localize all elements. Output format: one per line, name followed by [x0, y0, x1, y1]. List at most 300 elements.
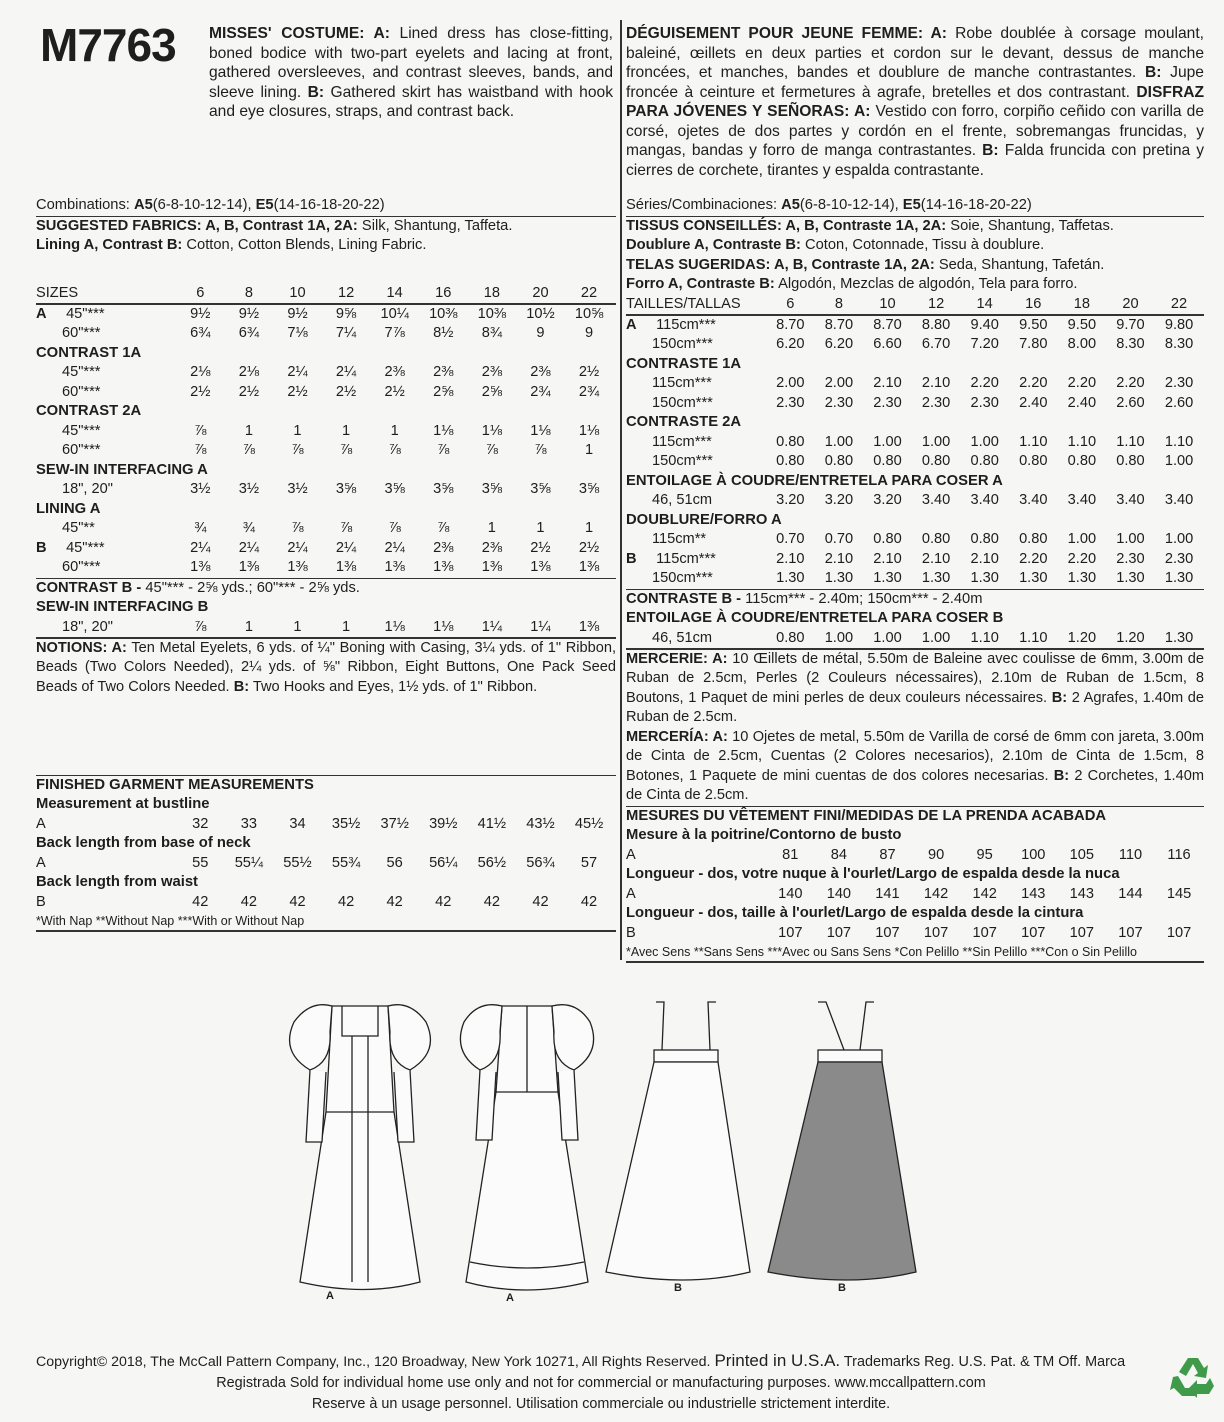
- yardage-value: 1.30: [824, 570, 854, 587]
- lining-text-fr: Coton, Cotonnade, Tissu à doublure.: [805, 237, 1045, 254]
- size-header: 8: [244, 284, 253, 301]
- yardage-value: 8.70: [824, 316, 854, 333]
- yardage-value: ⅞: [339, 520, 353, 537]
- yardage-value: ⅞: [485, 442, 498, 459]
- measurement-value: 55½: [283, 854, 312, 871]
- size-header: 12: [337, 284, 355, 301]
- copyright-line-1: [36, 1350, 1166, 1373]
- row-label: [36, 422, 176, 442]
- description-en: [209, 24, 613, 184]
- fabric-width: 150cm***: [652, 394, 713, 411]
- view-letter: B: [626, 550, 637, 567]
- yardage-value: 9: [536, 325, 545, 342]
- figure-label: B: [674, 1282, 682, 1294]
- measurement-value: 142: [923, 885, 949, 902]
- recycle-icon: [1168, 1352, 1218, 1402]
- skirt-b-back-sketch: [768, 1002, 916, 1280]
- yardage-value: 0.80: [824, 453, 854, 470]
- fabrics-label-fr: TISSUS CONSEILLÉS: A, B, Contraste 1A, 2A:: [626, 217, 947, 234]
- measurement-row: [36, 893, 616, 913]
- yardage-value: 2⅝: [481, 383, 502, 400]
- measurement-value: 143: [1021, 885, 1046, 902]
- yardage-value: 1⅜: [238, 559, 260, 576]
- desc-a-fr: Robe doublée à corsage moulant, baleiné, œillets en deux parties et cordon sur le devant, dessus de manche froncées, et manches, bandes et doublure de manche contrastantes.: [626, 25, 1204, 81]
- yardage-value: ⅞: [437, 520, 450, 537]
- fabrics-text: Silk, Shantung, Taffeta.: [361, 217, 513, 234]
- yardage-value: 0.80: [1067, 453, 1097, 470]
- combinations-label-fr: Séries/Combinaciones:: [626, 197, 778, 213]
- pattern-number: M7763: [40, 19, 176, 71]
- contrast-b-label-fr: CONTRASTE B -: [626, 590, 742, 607]
- interfacing-b-label-fr: ENTOILAGE À COUDRE/ENTRETELA PARA COSER B: [626, 610, 1004, 627]
- interfacing-size: 18", 20": [62, 618, 113, 635]
- row-label: [626, 316, 766, 336]
- desc-title-fr: DÉGUISEMENT POUR JEUNE FEMME: A:: [626, 25, 947, 42]
- yardage-value: ⅞: [388, 442, 401, 459]
- measurement-value: 87: [879, 846, 896, 863]
- yardage-value: 3.40: [1116, 492, 1145, 509]
- mercerie-a: 10 Œillets de métal, 5.50m de Baleine avec coulisse de 6mm, 3.00m de Ruban de 2.5cm, Perles (2 Couleurs nécessaires), 2.10m de Ruban de 1.5cm, 8 Boutons, 1 Paquet de mini perles de deux couleurs nécessaires.: [626, 650, 1204, 706]
- english-column: [36, 0, 616, 932]
- yardage-value: 2⅜: [530, 364, 551, 381]
- measurement-value: 42: [337, 893, 355, 910]
- desc-a: Lined dress has close-fitting, boned bodice with two-part eyelets and lacing at front, gathered oversleeves, and contrast sleeves, bands, and sleeve lining.: [209, 25, 613, 101]
- yardage-value: 2⅜: [433, 539, 454, 556]
- figure-label: B: [838, 1282, 846, 1294]
- measurement-value: 56: [386, 854, 403, 871]
- measurement-row: [36, 815, 616, 835]
- yardage-row: [626, 374, 1204, 394]
- yardage-value: 2¼: [335, 539, 357, 556]
- yardage-value: 2⅛: [190, 364, 211, 381]
- yardage-value: 6¾: [190, 325, 211, 342]
- yardage-value: 2.20: [1067, 375, 1097, 392]
- yardage-value: 0.80: [921, 531, 951, 548]
- yardage-value: 3.40: [1164, 492, 1194, 509]
- measurement-value: 41½: [477, 815, 507, 832]
- lining-text: Cotton, Cotton Blends, Lining Fabric.: [186, 237, 427, 254]
- yardage-value: 3.40: [1019, 492, 1048, 509]
- yardage-value: 1.00: [1067, 531, 1097, 548]
- measurement-value: 141: [875, 885, 900, 902]
- row-label: [626, 452, 766, 472]
- measurement-value: 107: [875, 924, 900, 941]
- yardage-value: 10⅜: [429, 305, 458, 322]
- yardage-value: 1: [342, 618, 351, 635]
- yardage-value: 0.80: [776, 453, 805, 470]
- yardage-value: 1: [244, 422, 253, 439]
- combo-e5: E5: [255, 197, 274, 213]
- yardage-value: 1.10: [1164, 433, 1194, 450]
- measurement-title: Longueur - dos, votre nuque à l'ourlet/Largo de espalda desde la nuca: [626, 866, 1120, 883]
- yardage-value: 3.20: [824, 492, 854, 509]
- measurement-value: 42: [483, 893, 500, 910]
- description-fr-es: [626, 24, 1204, 184]
- view-letter: B: [36, 893, 46, 910]
- yardage-value: 2½: [190, 383, 211, 400]
- measurement-value: 143: [1069, 885, 1095, 902]
- yardage-row: [36, 305, 616, 325]
- yardage-value: 3.20: [873, 492, 902, 509]
- yardage-value: 1⅛: [433, 618, 454, 635]
- measurement-value: 140: [778, 885, 803, 902]
- yardage-value: 8.30: [1164, 336, 1194, 353]
- yardage-value: 3.40: [1067, 492, 1097, 509]
- yardage-value: 7.80: [1019, 336, 1048, 353]
- merceria-es: [626, 728, 1204, 806]
- yardage-value: 1.00: [873, 629, 902, 646]
- combo-e5-sizes: (14-16-18-20-22): [273, 197, 385, 213]
- measurement-row: [626, 885, 1204, 905]
- size-header: 10: [289, 284, 306, 301]
- yardage-value: 7.20: [970, 336, 999, 353]
- notions-label: NOTIONS: A:: [36, 639, 127, 656]
- yardage-value: 2.30: [776, 394, 805, 411]
- fabrics-label-es: TELAS SUGERIDAS: A, B, Contraste 1A, 2A:: [626, 256, 935, 273]
- yardage-value: 1⅜: [384, 559, 405, 576]
- combinations-label: Combinations:: [36, 197, 130, 213]
- fabric-width: 45"***: [66, 539, 105, 556]
- combo-e5-fr: E5: [902, 197, 921, 213]
- contrast-b-text: 45"*** - 2⅝ yds.; 60"*** - 2⅝ yds.: [145, 579, 360, 596]
- yardage-value: 2.30: [970, 394, 999, 411]
- fabric-width: 115cm***: [656, 550, 716, 567]
- yardage-value: 1.00: [1164, 531, 1194, 548]
- yardage-value: 1⅛: [481, 422, 502, 439]
- measurement-value: 42: [532, 893, 549, 910]
- fabrics-text-fr: Soie, Shantung, Taffetas.: [950, 217, 1114, 234]
- yardage-value: 1.00: [873, 433, 902, 450]
- yardage-value: 1¼: [481, 618, 502, 635]
- measurement-title: Back length from base of neck: [36, 835, 251, 852]
- yardage-value: 7⅛: [287, 325, 308, 342]
- section-heading: LINING A: [36, 500, 101, 517]
- yardage-value: 8½: [433, 325, 454, 342]
- measurement-value: 55¼: [234, 854, 264, 871]
- yardage-row: [36, 480, 616, 500]
- dress-a-front-sketch: [290, 1005, 431, 1290]
- measurement-title: Back length from waist: [36, 874, 198, 891]
- yardage-value: ⅞: [194, 422, 207, 439]
- yardage-value: 6.20: [776, 336, 805, 353]
- measurement-value: 116: [1167, 846, 1191, 863]
- measurement-value: 107: [1021, 924, 1046, 941]
- yardage-value: 10⅝: [574, 305, 604, 322]
- yardage-value: 1.00: [970, 433, 999, 450]
- row-label: [36, 480, 176, 500]
- size-header: 8: [834, 295, 843, 312]
- section-heading: CONTRAST 1A: [36, 344, 142, 361]
- row-label: [36, 558, 176, 578]
- measurement-value: 140: [826, 885, 852, 902]
- notions-b: Two Hooks and Eyes, 1½ yds. of 1" Ribbon.: [252, 678, 538, 695]
- row-label: [626, 394, 766, 414]
- measurement-value: 107: [778, 924, 803, 941]
- yardage-value: 3.40: [970, 492, 999, 509]
- fabrics-fr: [626, 217, 1204, 237]
- yardage-value: ⅞: [291, 520, 304, 537]
- row-label: [36, 441, 176, 461]
- yardage-value: 3⅝: [384, 481, 405, 498]
- yardage-value: 2½: [335, 383, 357, 400]
- yardage-value: 2¾: [578, 383, 600, 400]
- measurement-value: 57: [580, 854, 598, 871]
- yardage-value: 1.10: [1116, 433, 1145, 450]
- yardage-value: 9.40: [970, 316, 999, 333]
- yardage-value: 6.20: [824, 336, 854, 353]
- measurement-value: 42: [580, 893, 598, 910]
- interfacing-b-row-fr: [626, 629, 1204, 649]
- yardage-value: 1.20: [1116, 629, 1145, 646]
- fabric-width: 45"***: [62, 364, 101, 381]
- copyright-line-2: Registrada Sold for individual home use only and not for commercial or manufacturing purposes. www.mccallpattern.com: [216, 1375, 986, 1391]
- column-divider: [620, 20, 622, 960]
- yardage-value: 1¼: [530, 618, 551, 635]
- yardage-value: 2¼: [384, 539, 405, 556]
- yardage-row: [36, 558, 616, 578]
- yardage-value: 2.30: [873, 394, 902, 411]
- yardage-value: 8.00: [1067, 336, 1097, 353]
- measurement-value: 42: [435, 893, 452, 910]
- yardage-value: 7¼: [335, 325, 357, 342]
- yardage-value: 2.00: [824, 375, 854, 392]
- yardage-row: [36, 363, 616, 383]
- fabric-width: 60"***: [62, 442, 101, 459]
- yardage-value: ⅞: [437, 442, 450, 459]
- yardage-value: 1⅜: [481, 559, 502, 576]
- yardage-value: 3.20: [776, 492, 805, 509]
- fabric-width: 45"***: [66, 305, 105, 322]
- measurement-value: 32: [192, 815, 209, 832]
- size-header: 22: [580, 284, 598, 301]
- size-header: 20: [532, 284, 549, 301]
- yardage-value: 2½: [384, 383, 405, 400]
- yardage-value: 1: [342, 422, 351, 439]
- merceria-a: 10 Ojetes de metal, 5.50m de Varilla de corsé de 6mm con jareta, 3.00m de Cinta de 2.5cm, Cuentas (2 Colores necesarios), 2.10m de Cinta de 1.5cm, 8 Botones, 1 Paquete de mini cuentas de dos colores necesarias.: [626, 728, 1204, 784]
- fabrics-label: SUGGESTED FABRICS: A, B, Contrast 1A, 2A:: [36, 217, 358, 234]
- row-label: [36, 539, 176, 559]
- yardage-value: 1⅛: [433, 422, 454, 439]
- yardage-value: 1.00: [824, 629, 854, 646]
- view-letter: A: [626, 885, 636, 902]
- combinations-fr: [626, 196, 1204, 216]
- yardage-value: 2.30: [1116, 550, 1145, 567]
- combo-a5-sizes: (6-8-10-12-14),: [152, 197, 252, 213]
- row-label: [626, 550, 766, 570]
- measurement-value: 107: [923, 924, 949, 941]
- yardage-value: 2¼: [287, 539, 308, 556]
- yardage-value: 9: [584, 325, 594, 342]
- section-heading: ENTOILAGE À COUDRE/ENTRETELA PARA COSER A: [626, 472, 1003, 489]
- combo-a5-fr: A5: [781, 197, 800, 213]
- yardage-value: 2.40: [1019, 394, 1048, 411]
- yardage-value: 1: [487, 520, 496, 537]
- desc-title-es: DISFRAZ PARA JÓVENES Y SEÑORAS: A:: [626, 83, 1204, 120]
- yardage-value: 10⅜: [477, 305, 507, 322]
- yardage-value: 1⅛: [578, 422, 600, 439]
- yardage-value: 0.80: [776, 629, 805, 646]
- yardage-value: 2⅜: [433, 364, 454, 381]
- dress-a-back-sketch: [460, 1005, 593, 1290]
- yardage-value: 7⅞: [384, 325, 405, 342]
- yardage-value: 9⅝: [335, 305, 357, 322]
- yardage-value: 2.30: [921, 394, 951, 411]
- measurement-value: 45½: [574, 815, 604, 832]
- yardage-value: 2.30: [824, 394, 854, 411]
- notions-a: Ten Metal Eyelets, 6 yds. of ¼" Boning with Casing, 3¼ yds. of 1" Ribbon, Beads (Two Colors Needed), 2¼ yds. of ⅝" Ribbon, Eight Buttons, One Pack Seed Beads of Two Colors Needed.: [36, 639, 616, 695]
- mercerie-label: MERCERIE: A:: [626, 650, 728, 667]
- yardage-value: 1⅜: [335, 559, 357, 576]
- fabric-width: 115cm***: [652, 375, 712, 392]
- measurement-value: 105: [1069, 846, 1095, 863]
- yardage-value: 9.50: [1067, 316, 1097, 333]
- yardage-value: 0.80: [776, 433, 805, 450]
- view-letter: A: [626, 316, 637, 333]
- yardage-value: 2½: [238, 383, 260, 400]
- sizes-header-en: [36, 284, 616, 304]
- interfacing-size: 46, 51cm: [652, 629, 713, 646]
- yardage-value: 1⅜: [190, 559, 211, 576]
- measurement-value: 110: [1118, 846, 1143, 863]
- french-spanish-column: [626, 0, 1204, 963]
- section-heading: CONTRASTE 1A: [626, 355, 742, 372]
- yardage-value: 1.30: [1019, 570, 1048, 587]
- yardage-row: [626, 550, 1204, 570]
- yardage-value: 2.30: [1164, 550, 1194, 567]
- yardage-value: 1: [584, 442, 594, 459]
- lining-fr: [626, 236, 1204, 256]
- measurement-value: 39½: [429, 815, 458, 832]
- lining-label-fr: Doublure A, Contraste B:: [626, 237, 801, 254]
- measurement-value: 55¾: [331, 854, 361, 871]
- measurement-title: Longueur - dos, taille à l'ourlet/Largo de espalda desde la cintura: [626, 905, 1084, 922]
- yardage-value: 2⅛: [238, 364, 260, 381]
- yardage-value: 2.20: [970, 375, 999, 392]
- size-header: 18: [483, 284, 500, 301]
- yardage-row: [626, 316, 1204, 336]
- view-letter: A: [626, 846, 636, 863]
- yardage-value: 1⅜: [287, 559, 308, 576]
- fabric-width: 150cm***: [652, 453, 713, 470]
- yardage-value: ¾: [242, 520, 255, 537]
- measurement-value: 35½: [331, 815, 361, 832]
- yardage-value: 1: [536, 520, 545, 537]
- measurement-title: Mesure à la poitrine/Contorno de busto: [626, 827, 902, 844]
- garment-illustrations: [270, 992, 950, 1312]
- yardage-value: 2.10: [824, 550, 854, 567]
- yardage-value: 1⅜: [433, 559, 454, 576]
- copyright-text: Copyright© 2018, The McCall Pattern Company, Inc., 120 Broadway, New York 10271, All Rights Reserved.: [36, 1354, 711, 1370]
- yardage-value: 8.70: [776, 316, 805, 333]
- size-header: 16: [1025, 295, 1042, 312]
- yardage-value: 2¼: [238, 539, 260, 556]
- measurement-value: 42: [240, 893, 257, 910]
- yardage-value: 8.80: [921, 316, 951, 333]
- yardage-value: 2½: [530, 539, 551, 556]
- yardage-value: 2.60: [1116, 394, 1145, 411]
- yardage-value: 1.20: [1067, 629, 1097, 646]
- yardage-value: 2.10: [873, 550, 902, 567]
- measurement-value: 37½: [380, 815, 409, 832]
- fabrics-es: [626, 256, 1204, 276]
- yardage-value: ⅞: [194, 618, 207, 635]
- yardage-value: 9.70: [1116, 316, 1145, 333]
- row-label: [626, 491, 766, 511]
- yardage-value: 10½: [526, 305, 555, 322]
- interfacing-b-label: SEW-IN INTERFACING B: [36, 599, 209, 616]
- fabric-width: 115cm***: [656, 316, 716, 333]
- combo-a5: A5: [133, 197, 153, 213]
- yardage-row: [626, 530, 1204, 550]
- measurement-value: 142: [972, 885, 997, 902]
- section-heading: SEW-IN INTERFACING A: [36, 461, 208, 478]
- yardage-value: 0.80: [921, 453, 951, 470]
- yardage-row: [626, 569, 1204, 589]
- yardage-value: 3½: [190, 481, 211, 498]
- notions-b-label: B:: [233, 678, 250, 695]
- yardage-value: 8.30: [1116, 336, 1145, 353]
- yardage-value: 2⅝: [433, 383, 454, 400]
- yardage-value: 1.30: [1164, 570, 1194, 587]
- yardage-value: 2.40: [1067, 394, 1097, 411]
- section-heading: DOUBLURE/FORRO A: [626, 511, 782, 528]
- section-heading: CONTRAST 2A: [36, 403, 142, 420]
- yardage-value: 6.60: [873, 336, 902, 353]
- row-label: [36, 305, 176, 325]
- row-label: [626, 569, 766, 589]
- yardage-value: 1.00: [921, 433, 951, 450]
- combinations-en: [36, 196, 616, 216]
- yardage-value: 1.00: [1164, 453, 1194, 470]
- yardage-value: 1: [293, 618, 302, 635]
- yardage-value: 2.20: [1019, 550, 1048, 567]
- merceria-b: 2 Corchetes, 1.40m de Cinta de 2.5cm.: [626, 767, 1205, 804]
- yardage-value: 2¾: [530, 383, 551, 400]
- yardage-value: 2.10: [873, 375, 902, 392]
- row-label: [626, 530, 766, 550]
- desc-b: Gathered skirt has waistband with hook and eye closures, straps, and contrast back.: [209, 83, 613, 120]
- measurement-value: 90: [927, 846, 945, 863]
- figure-label: A: [326, 1290, 334, 1302]
- yardage-value: 3⅝: [481, 481, 502, 498]
- yardage-value: 2¼: [287, 364, 308, 381]
- lining-label: Lining A, Contrast B:: [36, 237, 183, 254]
- measurement-value: 33: [240, 815, 257, 832]
- yardage-value: 0.80: [1116, 453, 1145, 470]
- size-header: 12: [927, 295, 945, 312]
- yardage-value: 1⅜: [578, 618, 600, 635]
- merceria-label: MERCERÍA: A:: [626, 728, 728, 745]
- contrast-b-fr: [626, 590, 1204, 610]
- sizes-label: SIZES: [36, 284, 79, 301]
- desc-a-es: Vestido con forro, corpiño ceñido con varilla de corsé, ojetes de dos partes y cordón en el frente, sobremangas fruncidas, y mangas, bandas y forro de manga contrastantes.: [626, 103, 1204, 159]
- yardage-value: 6.70: [921, 336, 951, 353]
- yardage-value: 3⅝: [530, 481, 551, 498]
- yardage-row: [626, 335, 1204, 355]
- merceria-b-label: B:: [1053, 767, 1070, 784]
- yardage-value: 9½: [238, 305, 260, 322]
- copyright-line-3: Reserve à un usage personnel. Utilisation commerciale ou industrielle strictement interdite.: [311, 1396, 891, 1412]
- row-label: [36, 383, 176, 403]
- yardage-value: ¾: [194, 520, 207, 537]
- yardage-value: 9½: [287, 305, 308, 322]
- fabric-width: 45"**: [62, 520, 95, 537]
- measurement-value: 34: [289, 815, 306, 832]
- yardage-row: [36, 441, 616, 461]
- yardage-value: 2.10: [921, 375, 951, 392]
- measurement-value: 84: [830, 846, 847, 863]
- contrast-b-label: CONTRAST B -: [36, 579, 142, 596]
